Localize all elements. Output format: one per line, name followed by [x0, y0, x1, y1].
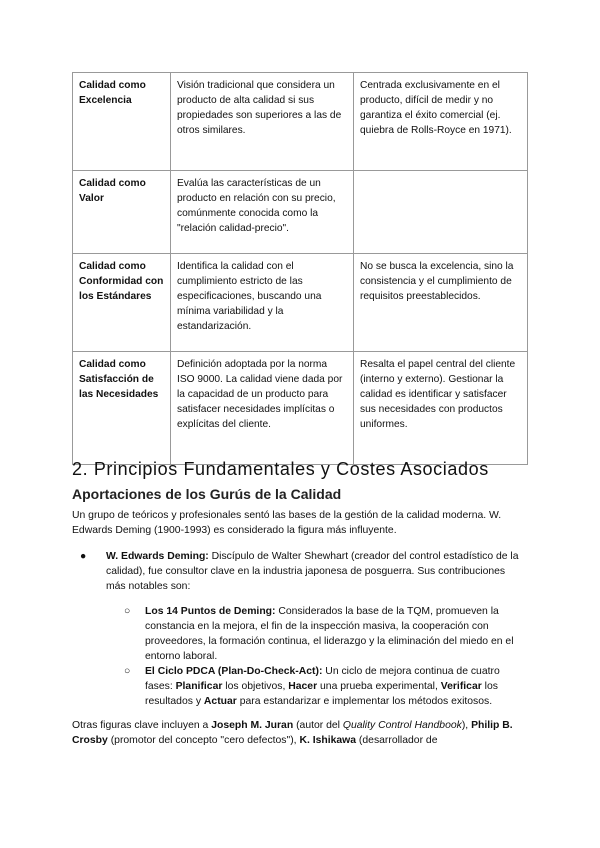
table-cell-description: Definición adoptada por la norma ISO 9000. La calidad viene dada por la capacidad de un producto para satisfacer necesidades implícitas o explícitas del cliente.	[171, 352, 354, 465]
pdca-act: Actuar	[203, 696, 237, 707]
table-cell-term: Calidad como Excelencia	[73, 73, 171, 171]
points-text: Considerados la base de la TQM, promueven la constancia en la mejora, el fin de la inspección masiva, la cooperación con proveedores, la formación continua, el liderazgo y la eliminación del miedo en el entorno laboral.	[145, 606, 514, 662]
crosby-name: Philip B. Crosby	[72, 720, 513, 746]
sub-bullet-icon: ○	[124, 606, 131, 617]
table-cell-notes	[354, 171, 528, 254]
table-cell-term: Calidad como Valor	[73, 171, 171, 254]
list-item-pdca	[124, 664, 527, 709]
table-cell-description: Evalúa las características de un producto en relación con su precio, comúnmente conocida como la "relación calidad-precio".	[171, 171, 354, 254]
sub-bullet-icon: ○	[124, 666, 131, 677]
pdca-text: los resultados y	[145, 681, 498, 707]
table-cell-notes: Centrada exclusivamente en el producto, difícil de medir y no garantiza el éxito comercial (ej. quiebra de Rolls-Royce en 1971).	[354, 73, 528, 171]
closing-paragraph	[72, 718, 527, 748]
closing-text: (autor del	[293, 720, 343, 731]
pdca-label: El Ciclo PDCA (Plan-Do-Check-Act):	[145, 666, 323, 677]
pdca-text: una prueba experimental,	[317, 681, 441, 692]
pdca-text: para estandarizar e implementar los métodos exitosos.	[236, 696, 493, 707]
pdca-check: Verificar	[440, 681, 482, 692]
list-item-deming	[80, 549, 527, 594]
deming-text: Discípulo de Walter Shewhart (creador del control estadístico de la calidad), fue consultor clave en la industria japonesa de posguerra. Sus contribuciones más notables son:	[106, 551, 519, 592]
table-cell-notes: Resalta el papel central del cliente (interno y externo). Gestionar la calidad es identificar y satisfacer sus necesidades con productos uniformes.	[354, 352, 528, 465]
table-cell-term: Calidad como Satisfacción de las Necesidades	[73, 352, 171, 465]
intro-paragraph: Un grupo de teóricos y profesionales sentó las bases de la gestión de la calidad moderna. W. Edwards Deming (1900-1993) es considerado la figura más influyente.	[72, 510, 502, 536]
table-row	[73, 254, 528, 352]
ishikawa-name: K. Ishikawa	[299, 735, 357, 746]
table-row	[73, 171, 528, 254]
pdca-plan: Planificar	[175, 681, 223, 692]
table-cell-term: Calidad como Conformidad con los Estándares	[73, 254, 171, 352]
bullet-icon: ●	[80, 551, 87, 562]
pdca-do: Hacer	[288, 681, 318, 692]
table-cell-notes: No se busca la excelencia, sino la consistencia y el cumplimiento de requisitos preestablecidos.	[354, 254, 528, 352]
points-label: Los 14 Puntos de Deming:	[145, 606, 276, 617]
quality-definitions-table	[72, 72, 528, 465]
subsection-heading: Aportaciones de los Gurús de la Calidad	[72, 486, 342, 502]
table-cell-description: Identifica la calidad con el cumplimiento estricto de las especificaciones, buscando una mínima variabilidad y la estandarización.	[171, 254, 354, 352]
closing-text: ),	[461, 720, 472, 731]
book-title: Quality Control Handbook	[342, 720, 462, 731]
closing-text: (desarrollador de	[356, 735, 438, 746]
pdca-text: los objetivos,	[222, 681, 289, 692]
table-cell-description: Visión tradicional que considera un producto de alta calidad si sus propiedades son superiores a las de otros similares.	[171, 73, 354, 171]
section-heading: 2. Principios Fundamentales y Costes Asociados	[72, 459, 489, 479]
pdca-text: Un ciclo de mejora continua de cuatro fases:	[145, 666, 500, 692]
juran-name: Joseph M. Juran	[211, 720, 294, 731]
table-row	[73, 73, 528, 171]
list-item-14-points	[124, 604, 527, 664]
closing-text: Otras figuras clave incluyen a	[72, 720, 212, 731]
deming-label: W. Edwards Deming:	[106, 551, 209, 562]
table-row	[73, 352, 528, 465]
closing-text: (promotor del concepto "cero defectos"),	[107, 735, 300, 746]
